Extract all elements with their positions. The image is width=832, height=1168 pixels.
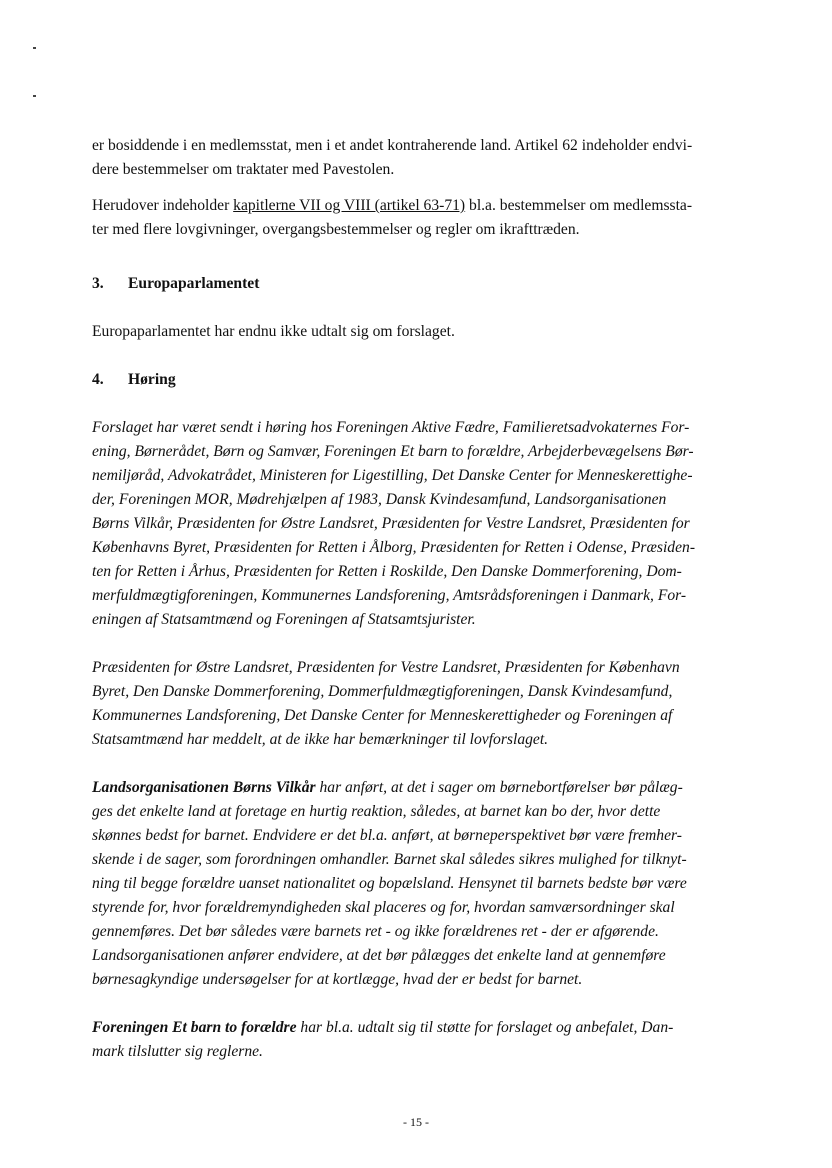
text-line: er bosiddende i en medlemsstat, men i et andet kontraherende land. Artikel 62 indeholder endvi- (92, 137, 693, 154)
organisation-name: Foreningen Et barn to forældre (92, 1019, 297, 1036)
text-line: nemiljøråd, Advokatrådet, Ministeren for Ligestilling, Det Danske Center for Menneskerettighe- (92, 467, 693, 484)
text-line (92, 194, 752, 218)
text-line: ter med flere lovgivninger, overgangsbestemmelser og regler om ikrafttræden. (92, 221, 580, 238)
text-line: Byret, Den Danske Dommerforening, Dommerfuldmægtigforeningen, Dansk Kvindesamfund, (92, 683, 673, 700)
paragraph-foreningen (92, 1016, 752, 1064)
text-line: merfuldmægtigforeningen, Kommunernes Landsforening, Amtsrådsforeningen i Danmark, For- (92, 587, 687, 604)
paragraph-intro (92, 134, 752, 182)
text-fragment: har bl.a. udtalt sig til støtte for forslaget og anbefalet, Dan- (296, 1019, 674, 1036)
text-line: skende i de sager, som forordningen omhandler. Barnet skal således sikres mulighed for tilknyt- (92, 851, 687, 868)
text-line: Kommunernes Landsforening, Det Danske Center for Menneskerettigheder og Foreningen af (92, 707, 673, 724)
organisation-name: Landsorganisationen Børns Vilkår (92, 779, 316, 796)
text-fragment: har anført, at det i sager om børnebortførelser bør pålæg- (315, 779, 683, 796)
paragraph-landsorganisationen (92, 776, 752, 992)
text-line: Forslaget har været sendt i høring hos Foreningen Aktive Fædre, Familieretsadvokaternes For- (92, 419, 690, 436)
text-line (92, 776, 752, 800)
section-title: Høring (128, 371, 176, 388)
text-line: Europaparlamentet har endnu ikke udtalt sig om forslaget. (92, 323, 455, 340)
text-fragment: Herudover indeholder (92, 197, 234, 214)
text-line: Børns Vilkår, Præsidenten for Østre Landsret, Præsidenten for Vestre Landsret, Præsidenten for (92, 515, 690, 532)
text-line: Landsorganisationen anfører endvidere, at det bør pålægges det enkelte land at gennemføre (92, 947, 666, 964)
text-line: Præsidenten for Østre Landsret, Præsidenten for Vestre Landsret, Præsidenten for København (92, 659, 680, 676)
section-number: 4. (92, 371, 104, 388)
section-heading-4 (92, 368, 176, 392)
section-title: Europaparlamentet (128, 275, 260, 292)
text-line (92, 1016, 752, 1040)
page-number: - 15 - (403, 1115, 429, 1129)
text-line: eningen af Statsamtmænd og Foreningen af Statsamtsjurister. (92, 611, 476, 628)
paragraph-herudover (92, 194, 752, 242)
text-line: ning til begge forældre uanset nationalitet og bopælsland. Hensynet til barnets bedste bør være (92, 875, 687, 892)
text-line: dere bestemmelser om traktater med Pavestolen. (92, 161, 395, 178)
scan-speck (33, 47, 36, 49)
paragraph-horing-list (92, 416, 752, 632)
section-number: 3. (92, 275, 104, 292)
paragraph-no-comments (92, 656, 752, 752)
paragraph-europaparlamentet (92, 320, 752, 344)
text-line: Københavns Byret, Præsidenten for Retten i Ålborg, Præsidenten for Retten i Odense, Præsiden- (92, 539, 696, 556)
text-line: mark tilslutter sig reglerne. (92, 1043, 263, 1060)
text-line: skønnes bedst for barnet. Endvidere er det bl.a. anført, at børneperspektivet bør være fremher- (92, 827, 682, 844)
text-line: ening, Børnerådet, Børn og Samvær, Foreningen Et barn to forældre, Arbejderbevægelsens Bør- (92, 443, 694, 460)
text-line: Statsamtmænd har meddelt, at de ikke har bemærkninger til lovforslaget. (92, 731, 549, 748)
text-line: ten for Retten i Århus, Præsidenten for Retten i Roskilde, Den Danske Dommerforening, Dom- (92, 563, 682, 580)
text-line: børnesagkyndige undersøgelser for at kortlægge, hvad der er bedst for barnet. (92, 971, 583, 988)
chapter-reference-link[interactable]: kapitlerne VII og VIII (artikel 63-71) (233, 197, 466, 214)
text-line: styrende for, hvor forældremyndigheden skal placeres og for, hvordan samværsordninger skal (92, 899, 675, 916)
text-line: der, Foreningen MOR, Mødrehjælpen af 1983, Dansk Kvindesamfund, Landsorganisationen (92, 491, 667, 508)
text-line: ges det enkelte land at foretage en hurtig reaktion, således, at barnet kan bo der, hvor dette (92, 803, 661, 820)
scan-speck (33, 95, 36, 97)
text-line: gennemføres. Det bør således være barnets ret - og ikke forældrenes ret - der er afgørende. (92, 923, 659, 940)
section-heading-3 (92, 272, 259, 296)
text-fragment: bl.a. bestemmelser om medlemssta- (465, 197, 693, 214)
